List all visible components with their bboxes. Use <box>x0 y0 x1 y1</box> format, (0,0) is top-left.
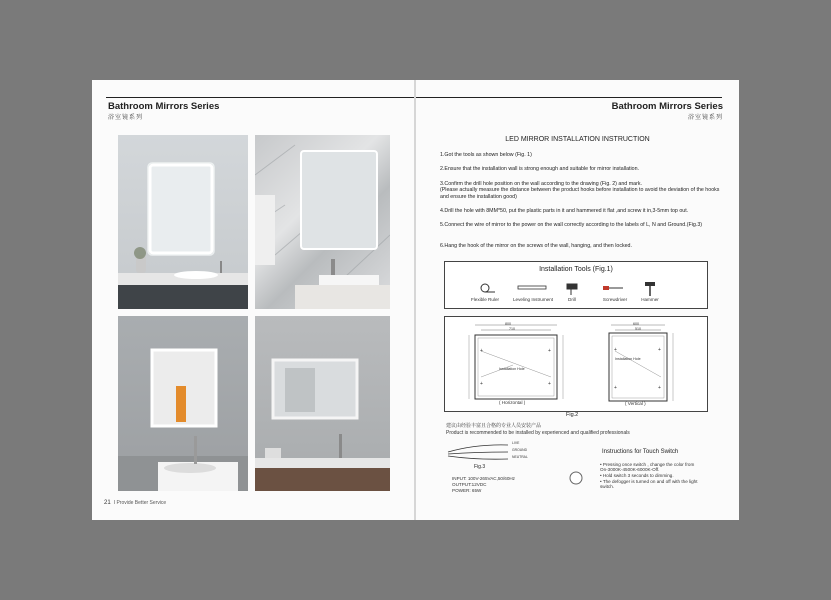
tools-box <box>444 261 708 309</box>
mirror-photo-2 <box>255 135 390 309</box>
step-3: 3.Confirm the drill hole position on the wall according to the drawing (Fig. 2) and mark. <box>440 181 642 187</box>
mirror-photo-4 <box>255 316 390 491</box>
touch-switch-bullet-1: • Pressing once switch , change the color from On-3000K-4500K-6000K-Off. <box>600 462 695 473</box>
ruler-icon <box>481 284 495 292</box>
spec-input: INPUT: 100V-265VAC,50/60Hz <box>452 476 515 481</box>
spec-power: POWER: 65W <box>452 488 482 493</box>
level-icon <box>518 286 546 289</box>
right-page <box>416 80 739 520</box>
tool-label-drill: Drill <box>568 297 576 302</box>
page-footer-left <box>104 500 166 506</box>
dim-h-width: 800 <box>505 322 511 326</box>
wire-neutral: NEUTRAL <box>512 455 528 459</box>
page-subtitle-left: 浴室镜系列 <box>108 114 144 121</box>
mirror-photo-3 <box>118 316 248 491</box>
tool-label-level: Leveling Instrument <box>512 297 554 302</box>
step-1: 1.Got the tools as shown below (Fig. 1) <box>440 152 532 158</box>
page-number: 21 <box>104 500 111 506</box>
step-3-note: (Please actually measure the distance between the product hooks before installation to avoid the deviation of the hooks and ensure the installation good) <box>440 187 720 200</box>
step-4: 4.Drill the hole with 8MM*50, put the plastic parts in it and hammered it flat ,and screw it in,3-5mm top out. <box>440 208 689 214</box>
footer-text: I Provide Better Service <box>113 500 167 506</box>
wire-ground: GROUND <box>512 448 528 452</box>
svg-text:+: + <box>614 347 617 353</box>
fig-3-caption: Fig.3 <box>474 464 486 470</box>
page-title-right: Bathroom Mirrors Series <box>611 101 723 112</box>
recommend-cn: 建议由经验丰富且合格的专业人员安装产品 <box>446 423 542 429</box>
screwdriver-icon <box>603 286 623 290</box>
touch-switch-bullet-3-text: The defogger is turned on and off with the light switch. <box>600 479 698 490</box>
step-6: 6.Hang the hook of the mirror on the screws of the wall, hanging, and then locked. <box>440 243 632 249</box>
step-5: 5.Connect the wire of mirror to the power on the wall correctly according to the labels of L, N and Ground.(Fig.3) <box>440 222 703 228</box>
tool-label-screwdriver: Screwdriver <box>602 297 628 302</box>
tools-box-title: Installation Tools (Fig.1) <box>539 266 613 273</box>
mirror-photo-1 <box>118 135 248 309</box>
instruction-title: LED MIRROR INSTALLATION INSTRUCTION <box>505 136 650 143</box>
svg-text:+: + <box>480 381 483 387</box>
touch-switch-title: Instructions for Touch Switch <box>602 449 679 455</box>
dim-v-width: 600 <box>633 322 639 326</box>
svg-text:+: + <box>548 381 551 387</box>
spec-output: OUTPUT:12VDC <box>452 482 487 487</box>
mounting-drawings <box>445 317 707 411</box>
svg-text:+: + <box>480 348 483 354</box>
mirror-photo-4-art <box>255 316 390 491</box>
mirror-photo-1-art <box>118 135 248 309</box>
header-rule-left <box>106 97 414 98</box>
fig-2-caption: Fig.2 <box>566 412 579 418</box>
drawings-box <box>444 316 708 412</box>
touch-switch-bullet-2: • Hold switch 3 seconds to dimming. <box>600 473 674 478</box>
svg-text:+: + <box>548 348 551 354</box>
hole-label-vertical: Installation Hole <box>615 357 641 361</box>
horizontal-label: ( Horizontal ) <box>499 400 526 405</box>
tool-label-ruler: Flexible Ruler <box>470 297 500 302</box>
vertical-label: ( Vertical ) <box>625 401 646 406</box>
hammer-icon <box>645 282 655 296</box>
dim-v-inner: 510 <box>635 327 641 331</box>
page-title-left: Bathroom Mirrors Series <box>108 101 220 112</box>
drill-icon <box>567 284 577 295</box>
touch-switch-bullet-2-text: Hold switch 3 seconds to dimming. <box>602 473 674 478</box>
recommend-en: Product is recommended to be installed by experienced and qualified professionals <box>446 430 630 436</box>
wire-live: LIVE <box>512 441 520 445</box>
touch-switch-icon <box>568 470 584 486</box>
page-subtitle-right: 浴室镜系列 <box>687 114 723 121</box>
horizontal-drawing <box>469 325 563 399</box>
hole-label-horizontal: Installation Hole <box>499 367 525 371</box>
mirror-photo-3-art <box>118 316 248 491</box>
svg-text:+: + <box>614 385 617 391</box>
svg-text:+: + <box>658 347 661 353</box>
left-page <box>92 80 414 520</box>
header-rule-right <box>416 97 722 98</box>
tool-label-hammer: Hammer <box>641 297 659 302</box>
svg-text:+: + <box>658 385 661 391</box>
dim-h-inner: 710 <box>509 327 515 331</box>
step-2: 2.Ensure that the installation wall is strong enough and suitable for mirror installation. <box>440 166 640 172</box>
vertical-drawing <box>609 325 673 401</box>
mirror-photo-2-art <box>255 135 390 309</box>
touch-switch-bullet-1-text: Pressing once switch , change the color from On-3000K-4500K-6000K-Off. <box>600 462 695 473</box>
touch-switch-bullet-3: • The defogger is turned on and off with the light switch. <box>600 479 698 490</box>
